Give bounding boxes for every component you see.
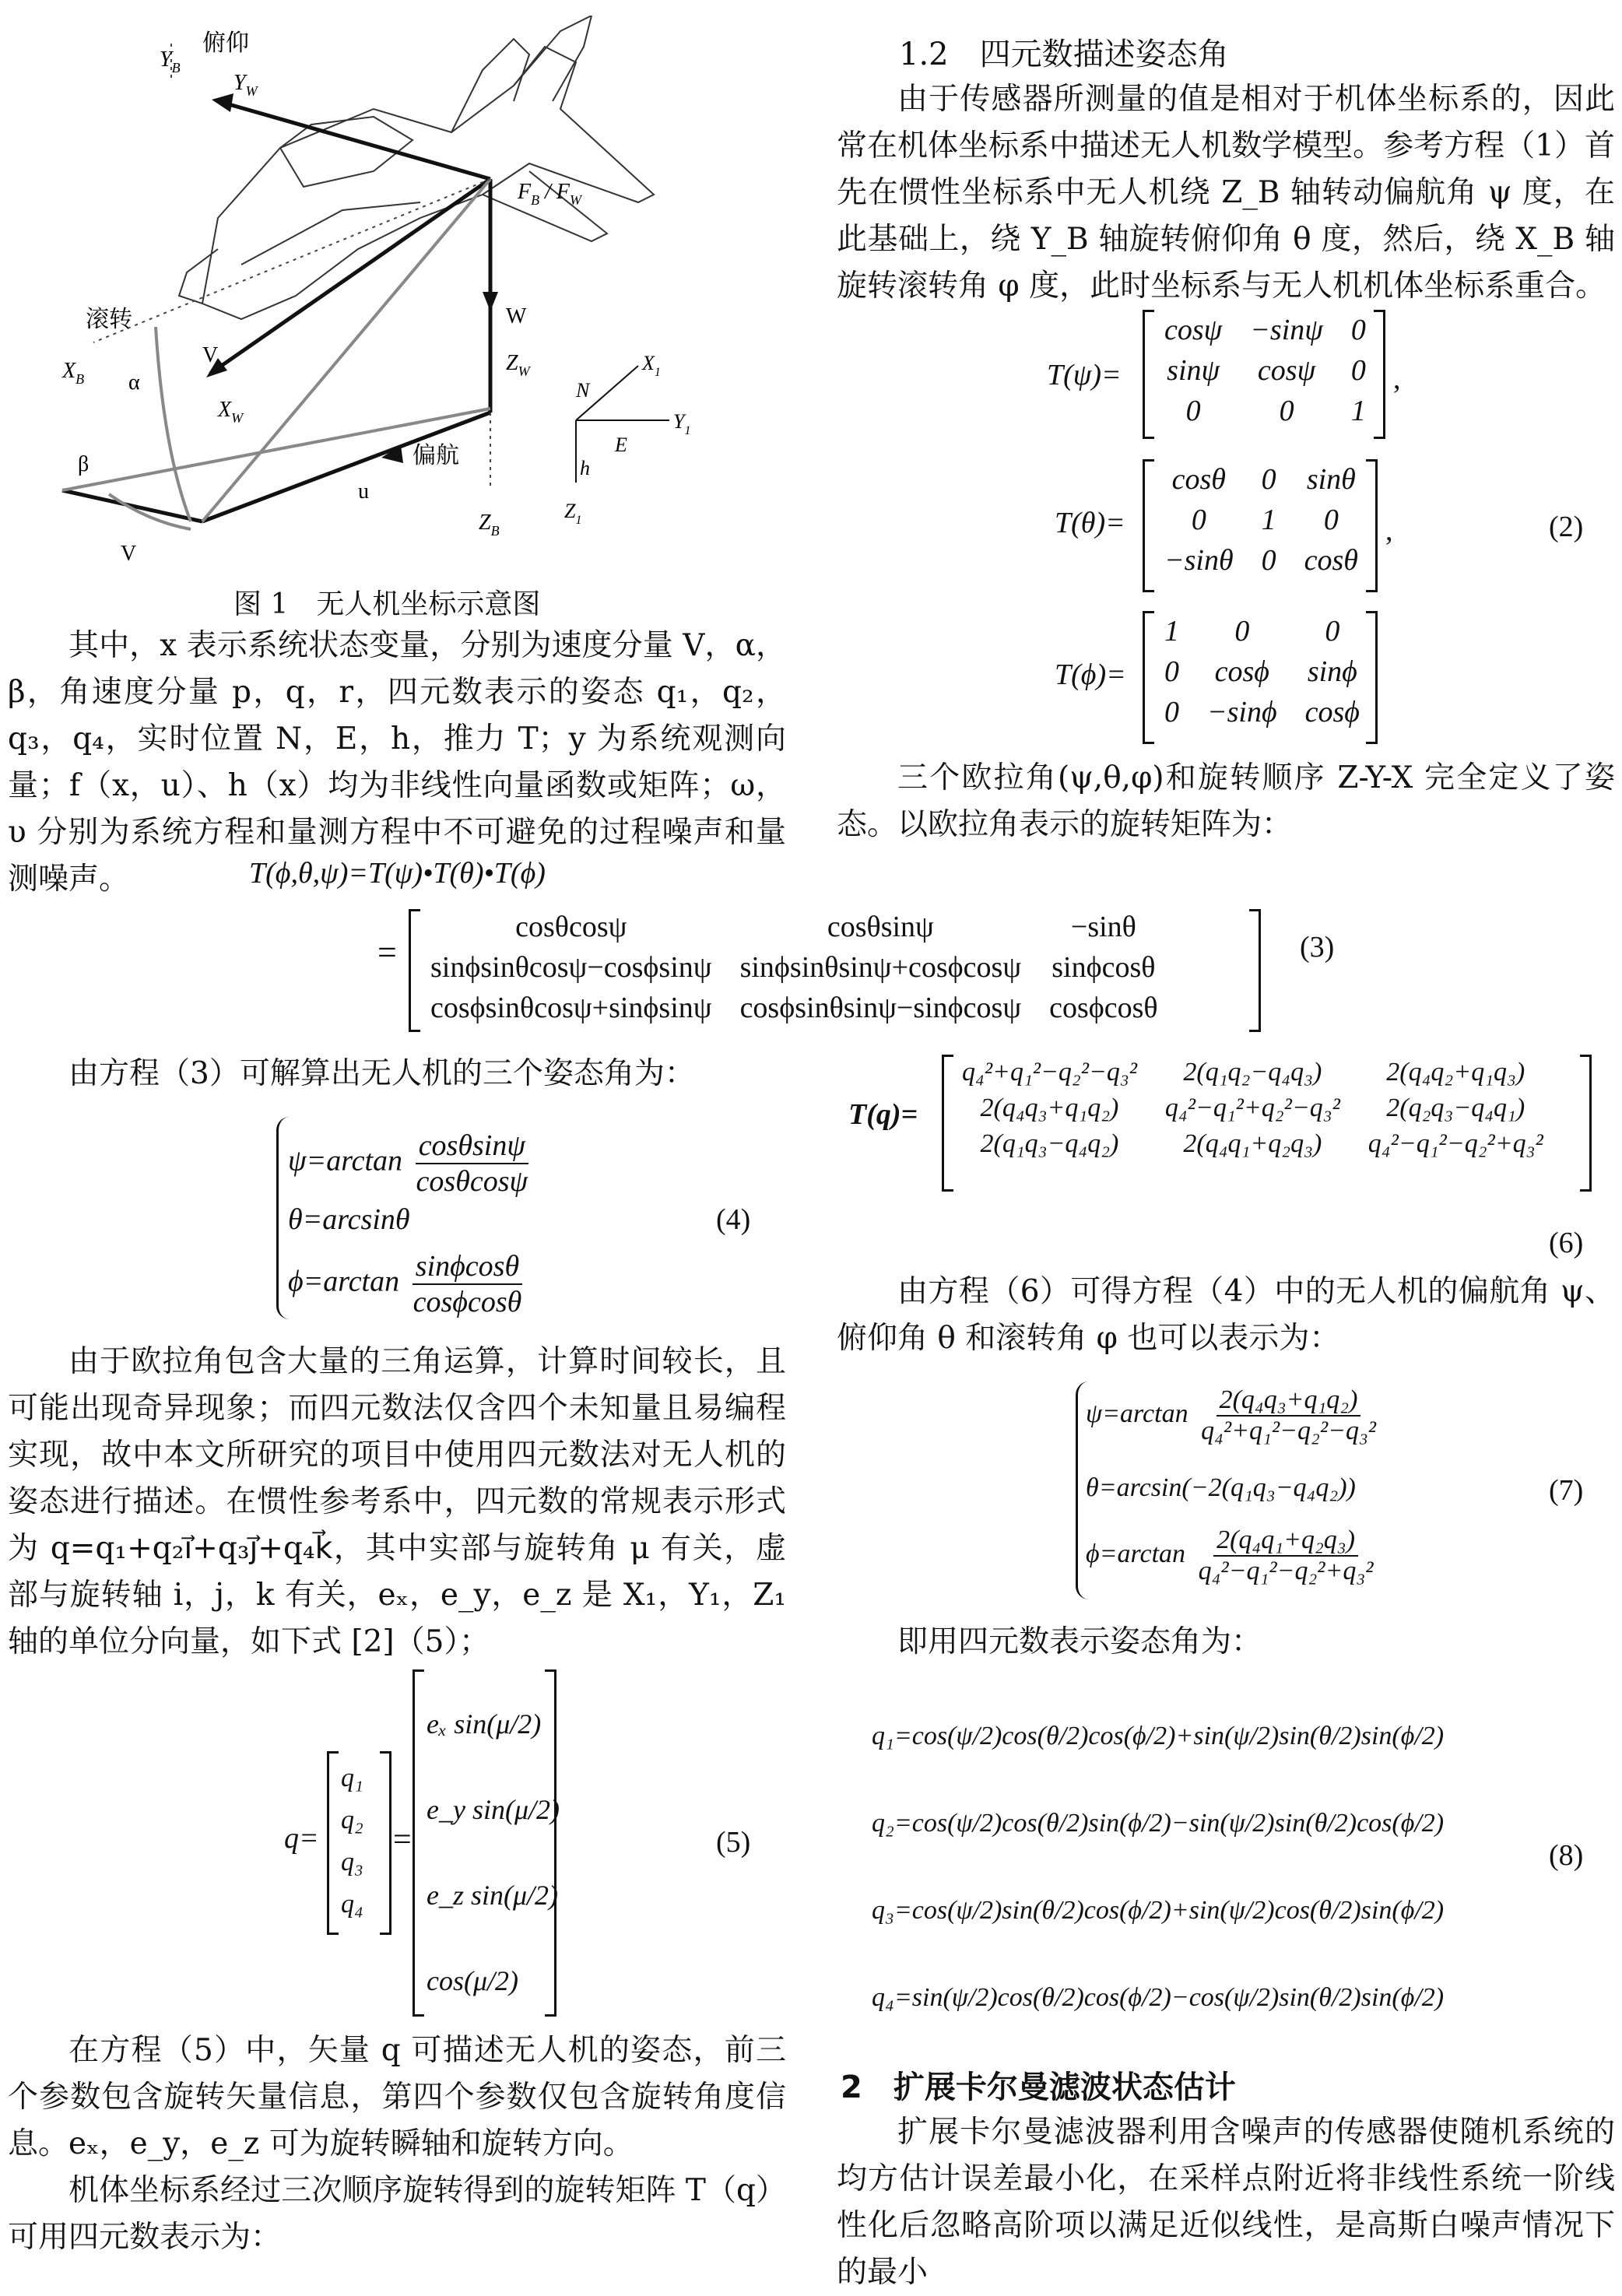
eq6-cell: 2(q₁q₃−q₄q₂) [980,1129,1119,1158]
eq6-cell: q₄²−q₁²−q₂²+q₃² [1367,1129,1543,1158]
section-1-2-heading: 1.2 四元数描述姿态角 [899,37,1229,72]
label-yw: $Y_W$ [233,71,258,99]
eq3-cell: sinϕsinθcosψ−cosϕsinψ [430,951,712,984]
ttheta-cell: −sinθ [1164,544,1234,577]
left-paragraph-1: 其中，x 表示系统状态变量，分别为速度分量 V，α，β，角速度分量 p，q，r，四元数表示的姿态 q₁，q₂，q₃，q₄，实时位置 N，E，h，推力 T；y 为系统观测向量；f（x，u）、h（x）均为非线性向量函数或矩阵；ω，υ 分别为系统方程和量测方程中不可避免的过程噪声和量测噪声。 [8,628,786,897]
eq2-ttheta-tail: , [1385,514,1393,547]
tphi-cell: 0 [1234,615,1250,648]
eq3-cell: cosϕsinθsinψ−sinϕcosψ [739,992,1022,1024]
eq4-psi-lhs: ψ=arctan [288,1144,403,1178]
eq8-line-q2: q₂=cos(ψ/2)cos(θ/2)sin(ϕ/2)−sin(ψ/2)sin(θ/2)cos(ϕ/2) [872,1809,1445,1838]
eq2-tphi-rbracket [1366,611,1378,744]
right-paragraph-2: 三个欧拉角(ψ,θ,φ)和旋转顺序 Z-Y-X 完全定义了姿态。以欧拉角表示的旋转矩阵为： [837,760,1615,842]
eq5-q-right-bracket [380,1751,391,1935]
eq5-q1: q₁ [341,1764,363,1792]
uav-coordinate-figure [47,16,747,576]
arrow-heads [206,93,498,463]
left-paragraph-4: 在方程（5）中，矢量 q 可描述无人机的姿态，前三个参数包含旋转矢量信息，第四个参数仅包含旋转角度信息。eₓ，e_y，e_z 可为旋转瞬轴和旋转方向。 [8,2033,786,2161]
label-xb: $X_B$ [62,359,85,387]
eq6-rbracket [1580,1055,1592,1192]
eq5-r3: e_z sin(μ/2) [427,1880,559,1911]
tphi-cell: −sinϕ [1207,696,1277,728]
eq5-r-right-bracket [545,1669,556,2017]
eq7-theta: θ=arcsin(−2(q₁q₃−q₄q₂)) [1086,1473,1356,1502]
eq3-cell: cosθcosψ [515,911,627,943]
tpsi-cell: 0 [1279,395,1294,427]
eq7-psi-num: 2(q₄q₃+q₁q₂) [1216,1385,1361,1417]
ttheta-cell: cosθ [1304,544,1358,577]
eq7-phi-num: 2(q₄q₁+q₂q₃) [1213,1525,1358,1557]
tpsi-cell: 0 [1350,354,1366,387]
label-v1: V [202,343,219,367]
dotted-lines [93,39,490,490]
eq2-tpsi-matrix [1150,310,1380,431]
tpsi-cell: −sinψ [1250,314,1323,346]
label-roll: 滚转 [86,307,132,332]
guide-lines [62,179,490,529]
eq5-number: (5) [716,1826,751,1859]
eq6-number: (6) [1549,1227,1584,1259]
left-paragraph-3: 由于欧拉角包含大量的三角运算，计算时间较长，且可能出现奇异现象；而四元数法仅含四个未知量且易编程实现，故中本文所研究的项目中使用四元数法对无人机的姿态进行描述。在惯性参考系中，四元数的常规表示形式为 q=q₁+q₂i⃗+q₃j⃗+q₄k⃗，其中实部与旋转角 μ 有关，虚部与旋转轴 i，j，k 有关，eₓ，e_y，e_z 是 X₁，Y₁，Z₁ 轴的单位分向量，如下式 [2]（5）； [8,1344,786,1659]
label-fbfw: $F_B / F_W$ [518,180,581,208]
eq3-cell: cosϕsinθcosψ+sinϕsinψ [430,992,712,1024]
eq5-q-left-bracket [327,1751,339,1935]
figure-caption: 图 1 无人机坐标示意图 [233,588,541,620]
label-xw: $X_W$ [218,398,244,426]
label-h: h [580,457,590,479]
label-w: W [506,304,527,328]
eq4-phi-lhs: ϕ=arctan [288,1265,400,1298]
eq7-psi-den: q₄²+q₁²−q₂²−q₃² [1201,1417,1376,1445]
label-zb: $Z_B$ [479,511,500,539]
eq2-tphi-matrix [1150,611,1374,732]
eq8-line-q4: q₄=sin(ψ/2)cos(θ/2)cos(ϕ/2)−cos(ψ/2)sin(θ/2)sin(ϕ/2) [872,1983,1445,2012]
eq7-phi-den: q₄²−q₁²−q₂²+q₃² [1198,1557,1374,1585]
right-paragraph-4: 即用四元数表示姿态角为： [897,1624,1262,1659]
ttheta-cell: 0 [1261,463,1276,496]
eq6-matrix [948,1055,1557,1162]
eq5-r-vector [427,1681,560,2024]
eq3-cell: cosθsinψ [827,911,934,943]
label-pitch: 俯仰 [202,30,249,56]
eq8-line-q1: q₁=cos(ψ/2)cos(θ/2)cos(ϕ/2)+sin(ψ/2)sin(θ/2)sin(ϕ/2) [872,1722,1445,1750]
eq4-phi-den: cosϕcosθ [413,1286,522,1318]
label-v2: V [121,542,137,566]
tpsi-cell: 0 [1185,395,1201,427]
tpsi-cell: sinψ [1167,354,1220,387]
eq3-cell: sinϕsinθsinψ+cosϕcosψ [739,951,1022,984]
tpsi-cell: 0 [1350,314,1366,346]
eq6-cell: 2(q₄q₁+q₂q₃) [1183,1129,1322,1158]
tphi-cell: cosϕ [1304,696,1360,728]
eq6-cell: 2(q₁q₂−q₄q₃) [1183,1058,1322,1087]
label-zw: $Z_W$ [506,351,530,379]
eq2-tpsi-lhs: T(ψ)= [1047,359,1122,391]
label-beta: β [78,452,90,476]
eq5-r2: e_y sin(μ/2) [427,1794,560,1825]
eq7-psi [1086,1385,1382,1446]
eq5-lhs: q= [284,1822,319,1855]
eq3-matrix [416,907,1172,1028]
eq6-cell: q₄²+q₁²−q₂²−q₃² [962,1058,1137,1087]
eq3-cell: −sinθ [1070,911,1136,943]
eq6-lhs: T(q)= [848,1098,918,1131]
aircraft-illustration [179,16,654,319]
eq7-psi-lhs: ψ=arctan [1086,1399,1188,1428]
eq5-r4: cos(μ/2) [427,1965,519,1996]
eq4-psi [288,1129,534,1199]
left-paragraph-5: 机体坐标系经过三次顺序旋转得到的旋转矩阵 T（q）可用四元数表示为： [8,2173,786,2255]
ttheta-cell: 0 [1191,504,1206,536]
eq7-number: (7) [1549,1474,1584,1507]
eq4-psi-num: cosθsinψ [416,1129,528,1164]
ttheta-cell: 0 [1261,544,1276,577]
tphi-cell: 0 [1164,655,1179,688]
label-yaw: 偏航 [413,443,459,469]
eq2-tphi-lhs: T(ϕ)= [1055,658,1126,691]
section-2-heading: 2 扩展卡尔曼滤波状态估计 [841,2070,1236,2105]
eq4-number: (4) [716,1203,751,1236]
eq3-cell: sinϕcosθ [1051,951,1156,984]
eq2-ttheta-rbracket [1366,459,1378,592]
eq2-ttheta-lhs: T(θ)= [1055,507,1125,539]
ttheta-cell: cosθ [1171,463,1226,496]
tphi-cell: cosϕ [1214,655,1269,688]
eq5-q-vector [341,1757,363,1926]
right-paragraph-1: 由于传感器所测量的值是相对于机体坐标系的，因此常在机体坐标系中描述无人机数学模型。参考方程（1）首先在惯性坐标系中无人机绕 Z_B 轴转动偏航角 ψ 度，在此基础上，绕 Y_B 轴旋转俯仰角 θ 度，然后，绕 X_B 轴旋转滚转角 φ 度，此时坐标系与无人机机体坐标系重合。 [837,82,1615,304]
eq3-cell: cosϕcosθ [1049,992,1158,1024]
eq5-r-left-bracket [413,1669,424,2017]
eq3-right-bracket [1249,909,1261,1032]
label-z1: $Z_1$ [564,500,582,527]
tphi-cell: 0 [1325,615,1340,648]
tpsi-cell: cosψ [1257,354,1316,387]
ttheta-cell: 1 [1261,504,1276,536]
label-x1: $X_1$ [642,352,661,379]
eq5-q3: q₃ [341,1848,363,1876]
tpsi-cell: cosψ [1164,314,1223,346]
left-paragraph-2: 由方程（3）可解算出无人机的三个姿态角为： [68,1056,695,1091]
eq2-tpsi-tail: , [1393,363,1401,395]
label-n: N [576,379,590,402]
tphi-cell: 0 [1164,696,1179,728]
eq8-lines [872,1693,1444,2041]
eq3-line1: T(ϕ,θ,ψ)=T(ψ)•T(θ)•T(ϕ) [249,857,546,890]
eq8-line-q3: q₃=cos(ψ/2)sin(θ/2)cos(ϕ/2)+sin(ψ/2)cos(θ/2)sin(ϕ/2) [872,1896,1445,1925]
ned-axes [576,366,669,483]
eq2-ttheta-matrix [1150,459,1372,581]
label-u: u [358,479,369,504]
tphi-cell: 1 [1164,615,1179,648]
tpsi-cell: 1 [1350,395,1366,427]
eq3-equals: = [377,933,397,971]
eq6-cell: 2(q₄q₂+q₁q₃) [1386,1058,1525,1087]
label-e: E [615,434,627,456]
eq4-phi [288,1249,528,1319]
eq5-r1: eₓ sin(μ/2) [427,1708,542,1740]
eq4-theta: θ=arcsinθ [288,1203,410,1236]
eq6-cell: 2(q₂q₃−q₄q₁) [1386,1094,1525,1122]
eq2-number: (2) [1549,511,1584,543]
label-yb: $Y_B$ [160,47,181,75]
ttheta-cell: sinθ [1306,463,1356,496]
right-paragraph-3: 由方程（6）可得方程（4）中的无人机的偏航角 ψ、俯仰角 θ 和滚转角 φ 也可以表示为： [837,1274,1615,1356]
tphi-cell: sinϕ [1307,655,1357,688]
eq4-phi-num: sinϕcosθ [413,1249,522,1285]
eq5-q4: q₄ [341,1890,363,1919]
label-alpha: α [128,370,140,395]
eq5-equals: = [393,1822,412,1858]
eq2-tpsi-rbracket [1374,310,1385,439]
eq4-psi-den: cosθcosψ [416,1165,528,1198]
eq8-number: (8) [1549,1839,1584,1872]
ttheta-cell: 0 [1323,504,1339,536]
right-paragraph-5: 扩展卡尔曼滤波器利用含噪声的传感器使随机系统的均方估计误差最小化，在采样点附近将非线性系统一阶线性化后忽略高阶项以满足近似线性，是高斯白噪声情况下的最小 [837,2115,1615,2290]
label-y1: $Y_1$ [673,410,691,437]
eq6-cell: 2(q₄q₃+q₁q₂) [980,1094,1119,1122]
eq6-cell: q₄²−q₁²+q₂²−q₃² [1164,1094,1340,1122]
eq5-q2: q₂ [341,1806,363,1834]
eq7-phi-lhs: ϕ=arctan [1086,1539,1186,1568]
eq3-number: (3) [1300,931,1335,964]
eq7-phi [1086,1525,1379,1586]
